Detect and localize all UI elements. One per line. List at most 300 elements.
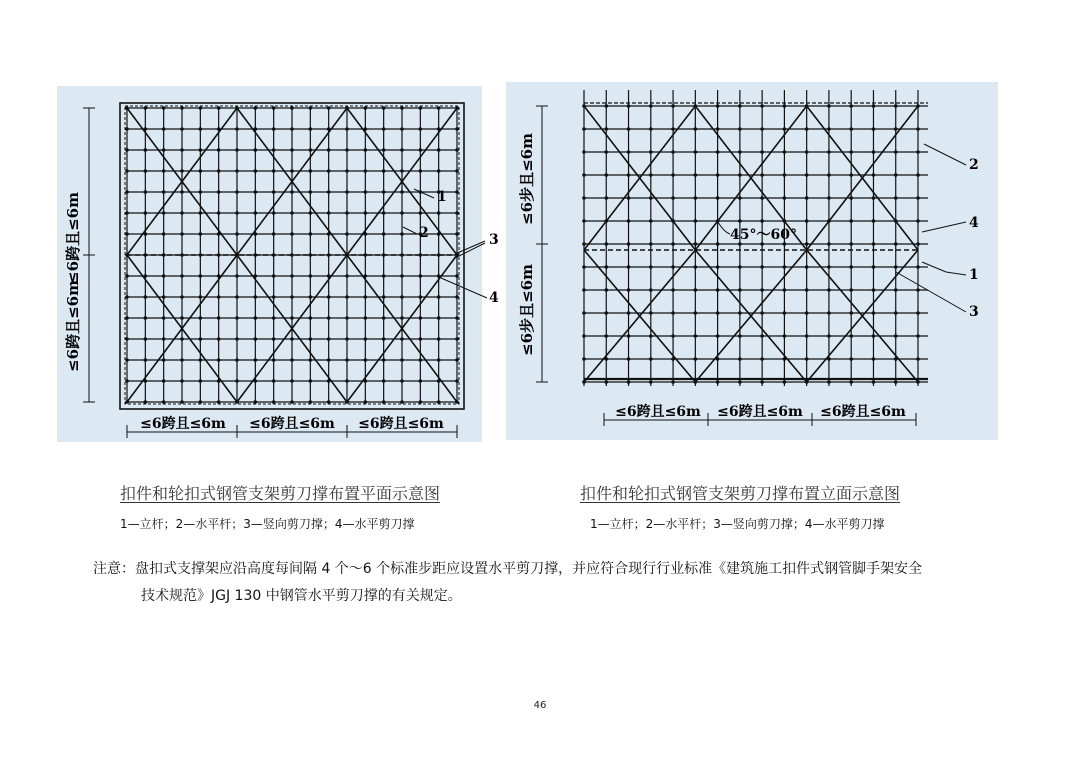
elev-node xyxy=(805,173,809,177)
plan-node xyxy=(455,127,459,131)
elev-node xyxy=(760,104,764,108)
elev-node xyxy=(649,196,653,200)
plan-node xyxy=(217,169,221,173)
elev-node xyxy=(582,242,586,246)
elev-node xyxy=(894,380,898,384)
elev-node xyxy=(627,150,631,154)
elev-node xyxy=(716,150,720,154)
plan-node xyxy=(382,274,386,278)
elev-node xyxy=(872,380,876,384)
elev-node xyxy=(694,127,698,131)
plan-node xyxy=(235,169,239,173)
plan-node xyxy=(235,148,239,152)
plan-node xyxy=(345,358,349,362)
plan-node xyxy=(309,127,313,131)
plan-node xyxy=(290,232,294,236)
plan-node xyxy=(327,211,331,215)
plan-node xyxy=(162,211,166,215)
plan-node xyxy=(327,400,331,404)
plan-node xyxy=(180,190,184,194)
plan-node xyxy=(400,400,404,404)
plan-node xyxy=(272,211,276,215)
elev-node xyxy=(916,288,920,292)
elev-node xyxy=(849,219,853,223)
plan-node xyxy=(254,295,258,299)
plan-node xyxy=(437,337,441,341)
elev-hdim-3: ≤6跨且≤6m xyxy=(820,404,906,420)
plan-node xyxy=(455,295,459,299)
plan-node xyxy=(345,295,349,299)
elev-node xyxy=(649,380,653,384)
plan-node xyxy=(364,337,368,341)
plan-node xyxy=(327,169,331,173)
plan-node xyxy=(180,106,184,110)
elev-node xyxy=(627,288,631,292)
plan-node xyxy=(162,127,166,131)
plan-node xyxy=(235,358,239,362)
plan-hdim-1: ≤6跨且≤6m xyxy=(140,416,226,432)
plan-node xyxy=(345,190,349,194)
elev-callout-4: 4 xyxy=(969,215,979,231)
elev-node xyxy=(849,357,853,361)
elev-node xyxy=(627,380,631,384)
plan-node xyxy=(455,190,459,194)
elev-node xyxy=(694,334,698,338)
plan-node xyxy=(345,148,349,152)
plan-node xyxy=(290,127,294,131)
elev-node xyxy=(627,219,631,223)
elev-node xyxy=(894,311,898,315)
elev-leader xyxy=(896,272,966,312)
elev-node xyxy=(582,265,586,269)
elev-node xyxy=(849,265,853,269)
plan-node xyxy=(272,400,276,404)
elev-node xyxy=(916,265,920,269)
elev-node xyxy=(760,334,764,338)
elev-node xyxy=(783,196,787,200)
elev-node xyxy=(894,196,898,200)
plan-node xyxy=(217,295,221,299)
plan-node xyxy=(180,148,184,152)
elev-node xyxy=(783,311,787,315)
plan-node xyxy=(400,169,404,173)
plan-node xyxy=(235,379,239,383)
elev-node xyxy=(872,288,876,292)
elev-node xyxy=(738,150,742,154)
elev-node xyxy=(671,334,675,338)
elev-callout-2: 2 xyxy=(969,157,979,173)
elev-node xyxy=(738,380,742,384)
plan-node xyxy=(327,106,331,110)
plan-node xyxy=(345,274,349,278)
plan-node xyxy=(162,337,166,341)
elev-node xyxy=(894,288,898,292)
page-number: 46 xyxy=(533,700,547,711)
elev-leader xyxy=(924,144,966,165)
plan-legend: 1—立杆；2—水平杆；3—竖向剪刀撑；4—水平剪刀撑 xyxy=(120,517,415,531)
elev-node xyxy=(694,357,698,361)
plan-node xyxy=(144,316,148,320)
plan-node xyxy=(180,127,184,131)
elev-node xyxy=(738,265,742,269)
elev-node xyxy=(716,242,720,246)
plan-node xyxy=(345,316,349,320)
plan-node xyxy=(437,148,441,152)
elev-node xyxy=(894,104,898,108)
elev-node xyxy=(671,288,675,292)
elev-node xyxy=(738,311,742,315)
plan-node xyxy=(309,337,313,341)
elev-node xyxy=(827,334,831,338)
elev-node xyxy=(849,311,853,315)
plan-node xyxy=(199,127,203,131)
elev-node xyxy=(805,311,809,315)
plan-node xyxy=(327,316,331,320)
plan-node xyxy=(125,337,129,341)
elev-node xyxy=(738,334,742,338)
plan-node xyxy=(400,337,404,341)
plan-node xyxy=(144,400,148,404)
plan-node xyxy=(162,400,166,404)
elev-node xyxy=(827,265,831,269)
plan-node xyxy=(125,190,129,194)
elev-node xyxy=(916,334,920,338)
plan-node xyxy=(455,274,459,278)
plan-node xyxy=(272,127,276,131)
plan-node xyxy=(180,358,184,362)
plan-node xyxy=(162,274,166,278)
elev-node xyxy=(671,127,675,131)
plan-node xyxy=(162,358,166,362)
elev-node xyxy=(582,150,586,154)
plan-node xyxy=(309,379,313,383)
elev-node xyxy=(671,173,675,177)
elev-node xyxy=(894,265,898,269)
elev-node xyxy=(872,127,876,131)
plan-node xyxy=(400,190,404,194)
plan-diagram xyxy=(57,86,499,442)
plan-node xyxy=(180,379,184,383)
plan-node xyxy=(199,232,203,236)
elev-node xyxy=(671,265,675,269)
plan-node xyxy=(309,358,313,362)
plan-node xyxy=(437,316,441,320)
plan-node xyxy=(235,295,239,299)
plan-node xyxy=(199,379,203,383)
elev-node xyxy=(872,265,876,269)
plan-node xyxy=(400,316,404,320)
plan-node xyxy=(235,190,239,194)
plan-node xyxy=(400,232,404,236)
plan-node xyxy=(199,358,203,362)
plan-callout-4: 4 xyxy=(489,290,499,306)
elev-node xyxy=(872,150,876,154)
elev-node xyxy=(916,242,920,246)
elev-angle-arc xyxy=(718,222,730,234)
plan-node xyxy=(144,169,148,173)
plan-node xyxy=(382,400,386,404)
elev-node xyxy=(694,311,698,315)
plan-node xyxy=(419,106,423,110)
elev-node xyxy=(604,288,608,292)
elev-node xyxy=(649,173,653,177)
plan-node xyxy=(345,211,349,215)
plan-node xyxy=(382,232,386,236)
elev-node xyxy=(849,150,853,154)
elev-node xyxy=(738,173,742,177)
plan-node xyxy=(180,232,184,236)
plan-node xyxy=(235,316,239,320)
plan-node xyxy=(309,169,313,173)
elev-node xyxy=(671,196,675,200)
elev-node xyxy=(783,127,787,131)
plan-hdim-2: ≤6跨且≤6m xyxy=(249,416,335,432)
plan-node xyxy=(364,211,368,215)
elev-node xyxy=(627,104,631,108)
plan-node xyxy=(419,148,423,152)
plan-vdim-top: ≤6跨且≤6m xyxy=(64,192,82,284)
plan-node xyxy=(180,295,184,299)
elev-node xyxy=(894,242,898,246)
elev-node xyxy=(604,127,608,131)
elev-node xyxy=(582,219,586,223)
plan-node xyxy=(437,400,441,404)
elev-node xyxy=(849,288,853,292)
elevation-caption: 扣件和轮扣式钢管支架剪刀撑布置立面示意图 xyxy=(580,484,901,503)
elev-node xyxy=(783,288,787,292)
plan-node xyxy=(364,295,368,299)
elev-node xyxy=(716,104,720,108)
elev-node xyxy=(604,104,608,108)
elev-node xyxy=(582,334,586,338)
plan-node xyxy=(327,190,331,194)
plan-node xyxy=(254,190,258,194)
plan-node xyxy=(437,169,441,173)
elev-node xyxy=(783,104,787,108)
elev-node xyxy=(805,265,809,269)
plan-node xyxy=(272,337,276,341)
plan-node xyxy=(254,337,258,341)
elev-leader xyxy=(946,272,966,275)
elev-node xyxy=(916,127,920,131)
plan-node xyxy=(419,274,423,278)
plan-node xyxy=(144,106,148,110)
elev-node xyxy=(827,380,831,384)
elev-node xyxy=(872,334,876,338)
plan-node xyxy=(345,337,349,341)
plan-node xyxy=(290,337,294,341)
elev-node xyxy=(872,242,876,246)
elev-node xyxy=(627,127,631,131)
elevation-drawing xyxy=(506,82,998,440)
plan-node xyxy=(419,211,423,215)
plan-node xyxy=(400,211,404,215)
plan-node xyxy=(290,106,294,110)
elev-node xyxy=(671,242,675,246)
plan-node xyxy=(144,295,148,299)
plan-node xyxy=(290,211,294,215)
plan-node xyxy=(327,295,331,299)
elev-node xyxy=(916,173,920,177)
plan-node xyxy=(180,274,184,278)
plan-node xyxy=(309,148,313,152)
elev-node xyxy=(760,380,764,384)
elev-node xyxy=(805,127,809,131)
elev-node xyxy=(694,288,698,292)
elev-node xyxy=(738,127,742,131)
plan-node xyxy=(364,400,368,404)
plan-node xyxy=(382,106,386,110)
plan-node xyxy=(180,169,184,173)
plan-node xyxy=(125,148,129,152)
plan-node xyxy=(419,127,423,131)
plan-node xyxy=(254,211,258,215)
plan-node xyxy=(400,358,404,362)
plan-node xyxy=(364,169,368,173)
plan-node xyxy=(162,295,166,299)
plan-node xyxy=(309,400,313,404)
elev-node xyxy=(604,265,608,269)
elev-node xyxy=(760,311,764,315)
plan-node xyxy=(290,169,294,173)
plan-node xyxy=(327,337,331,341)
plan-node xyxy=(162,148,166,152)
elev-node xyxy=(916,219,920,223)
elev-node xyxy=(760,265,764,269)
elev-node xyxy=(760,196,764,200)
note-line-1: 注意：盘扣式支撑架应沿高度每间隔 4 个～6 个标准步距应设置水平剪刀撑，并应符合现行行业标准《建筑施工扣件式钢管脚手架安全 xyxy=(93,561,923,577)
plan-node xyxy=(437,295,441,299)
elev-node xyxy=(604,242,608,246)
plan-node xyxy=(235,337,239,341)
elev-node xyxy=(827,150,831,154)
plan-node xyxy=(144,337,148,341)
elev-node xyxy=(849,334,853,338)
elev-node xyxy=(716,265,720,269)
plan-node xyxy=(235,274,239,278)
plan-node xyxy=(272,358,276,362)
plan-node xyxy=(309,295,313,299)
elev-node xyxy=(738,219,742,223)
elev-node xyxy=(694,196,698,200)
elev-node xyxy=(872,219,876,223)
plan-node xyxy=(125,295,129,299)
elev-vdim-top: ≤6步且≤6m xyxy=(518,133,536,225)
elev-node xyxy=(649,288,653,292)
elev-node xyxy=(760,288,764,292)
elev-node xyxy=(649,219,653,223)
plan-node xyxy=(382,148,386,152)
elev-node xyxy=(671,380,675,384)
elev-node xyxy=(671,150,675,154)
plan-node xyxy=(382,169,386,173)
plan-node xyxy=(199,211,203,215)
plan-node xyxy=(327,358,331,362)
plan-node xyxy=(400,295,404,299)
elev-node xyxy=(649,242,653,246)
plan-node xyxy=(162,316,166,320)
elev-node xyxy=(716,288,720,292)
plan-node xyxy=(400,379,404,383)
elev-node xyxy=(827,242,831,246)
elev-node xyxy=(671,104,675,108)
plan-node xyxy=(364,148,368,152)
elev-node xyxy=(760,219,764,223)
elev-node xyxy=(582,357,586,361)
elev-node xyxy=(894,127,898,131)
elev-node xyxy=(582,311,586,315)
elev-node xyxy=(805,334,809,338)
elev-node xyxy=(827,173,831,177)
elev-node xyxy=(627,196,631,200)
plan-node xyxy=(382,379,386,383)
plan-node xyxy=(309,232,313,236)
elev-node xyxy=(849,242,853,246)
plan-node xyxy=(382,211,386,215)
plan-node xyxy=(455,337,459,341)
elev-node xyxy=(894,334,898,338)
plan-node xyxy=(272,169,276,173)
elev-node xyxy=(783,334,787,338)
elev-node xyxy=(694,173,698,177)
plan-node xyxy=(217,190,221,194)
plan-node xyxy=(290,358,294,362)
plan-node xyxy=(272,316,276,320)
plan-node xyxy=(455,211,459,215)
plan-node xyxy=(235,127,239,131)
elev-node xyxy=(738,357,742,361)
plan-node xyxy=(290,274,294,278)
plan-node xyxy=(180,400,184,404)
plan-leader xyxy=(414,189,434,198)
plan-node xyxy=(254,358,258,362)
elev-angle-label: 45°～60° xyxy=(730,227,797,243)
plan-node xyxy=(125,358,129,362)
plan-node xyxy=(455,232,459,236)
plan-node xyxy=(272,190,276,194)
elev-node xyxy=(783,380,787,384)
elev-node xyxy=(872,104,876,108)
elev-node xyxy=(894,173,898,177)
plan-node xyxy=(217,211,221,215)
elev-node xyxy=(649,334,653,338)
elev-node xyxy=(649,265,653,269)
elev-node xyxy=(805,196,809,200)
plan-node xyxy=(254,169,258,173)
plan-node xyxy=(180,316,184,320)
elev-node xyxy=(604,311,608,315)
elev-node xyxy=(849,173,853,177)
elev-node xyxy=(604,150,608,154)
elev-node xyxy=(872,311,876,315)
plan-hdim-3: ≤6跨且≤6m xyxy=(358,416,444,432)
plan-node xyxy=(199,169,203,173)
elev-node xyxy=(627,311,631,315)
plan-node xyxy=(125,232,129,236)
elev-node xyxy=(649,357,653,361)
plan-node xyxy=(180,337,184,341)
plan-node xyxy=(272,379,276,383)
elev-node xyxy=(649,150,653,154)
plan-callout-3: 3 xyxy=(489,232,499,248)
elev-node xyxy=(805,219,809,223)
plan-node xyxy=(254,106,258,110)
plan-node xyxy=(382,190,386,194)
plan-node xyxy=(327,148,331,152)
plan-node xyxy=(400,274,404,278)
elev-node xyxy=(805,288,809,292)
elev-node xyxy=(827,196,831,200)
